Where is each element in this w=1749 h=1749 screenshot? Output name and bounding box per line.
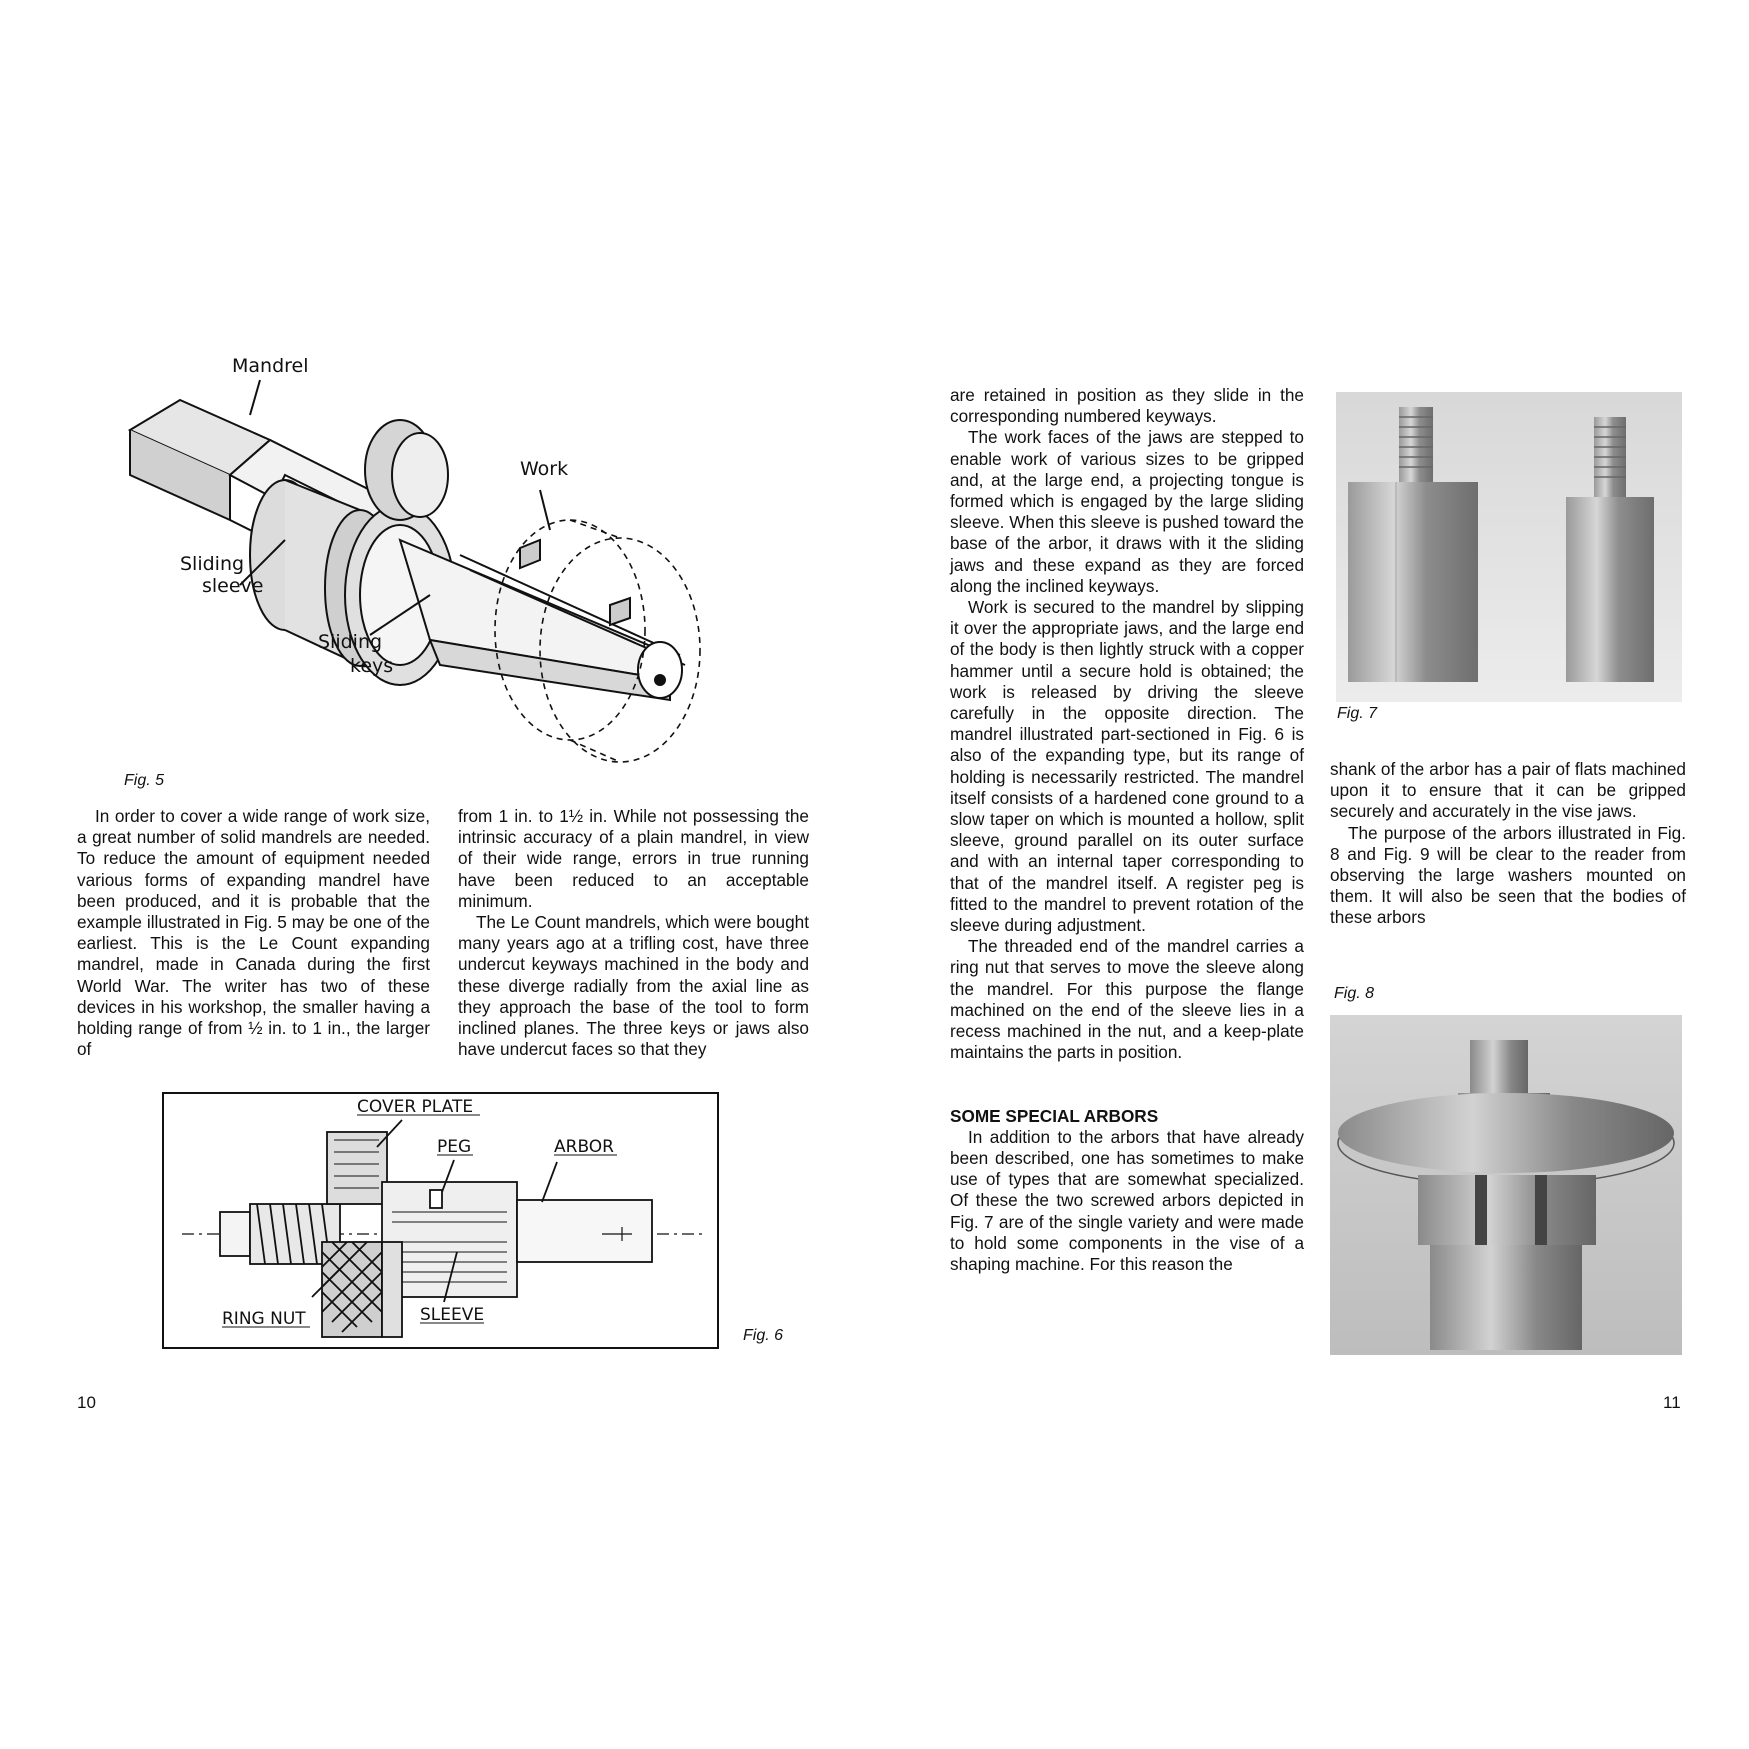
paragraph: The work faces of the jaws are stepped to enable work of various sizes to be gripped and, at the large end, a projecting tongue is formed which is engaged by the large sliding sleeve. When this sleeve is pushed toward the base of the arbor, it draws with it the sliding jaws and these expand as they are forced along the inclined keyways. [950, 427, 1304, 596]
fig5-label-sleeve-2: sleeve [202, 575, 264, 597]
left-page-column-1 [77, 806, 430, 1060]
fig5-caption: Fig. 5 [124, 772, 165, 789]
fig6-label-arbor: ARBOR [554, 1137, 614, 1157]
fig6-label-sleeve: SLEEVE [420, 1305, 485, 1325]
fig5-label-sleeve-1: Sliding [180, 553, 245, 575]
fig6-caption: Fig. 6 [743, 1327, 784, 1344]
paragraph: In addition to the arbors that have already been described, one has sometimes to make use of types that are somewhat specialized. Of these the two screwed arbors depicted in Fig. 7 are of the single variety and were made to hold some components in the vise of a shaping machine. For this reason the [950, 1126, 1304, 1274]
fig6-label-ring-nut: RING NUT [222, 1309, 306, 1329]
right-page-column-1 [950, 385, 1304, 1275]
paragraph: shank of the arbor has a pair of flats machined upon it to ensure that it can be gripped securely and accurately in the vise jaws. [1330, 759, 1686, 822]
left-page-column-2 [458, 806, 809, 1060]
fig5-label-mandrel: Mandrel [232, 355, 309, 377]
paragraph: from 1 in. to 1½ in. While not possessing the intrinsic accuracy of a plain mandrel, in view of their wide range, errors in true running have been reduced to an acceptable minimum. [458, 806, 809, 911]
paragraph: are retained in position as they slide in the corresponding numbered keyways. [950, 385, 1304, 427]
paragraph: In order to cover a wide range of work size, a great number of solid mandrels are needed. To reduce the amount of equipment needed various forms of expanding mandrel have been produced, and it is probable that the example illustrated in Fig. 5 may be one of the earliest. This is the Le Count expanding mandrel, made in Canada during the first World War. The writer has two of these devices in his workshop, the smaller having a holding range of from ½ in. to 1 in., the larger of [77, 806, 430, 1060]
fig5-illustration [100, 355, 740, 780]
fig8-photo [1330, 1015, 1682, 1355]
fig8-caption: Fig. 8 [1334, 985, 1375, 1002]
paragraph: Work is secured to the mandrel by slipping it over the appropriate jaws, and the large end of the body is then lightly struck with a copper hammer until a secure hold is obtained; the work is released by driving the sleeve carefully in the opposite direction. The mandrel illustrated part-sectioned in Fig. 6 is also of the expanding type, but its range of holding is necessarily restricted. The mandrel itself consists of a hardened cone ground to a slow taper on which is mounted a hollow, split sleeve, ground parallel on its outer surface and with an internal taper corresponding to that of the mandrel itself. A register peg is fitted to the mandrel to prevent rotation of the sleeve during adjustment. [950, 597, 1304, 936]
fig6-illustration [162, 1092, 722, 1352]
left-page-number: 10 [77, 1393, 96, 1412]
right-page-column-2 [1330, 759, 1686, 929]
fig6-label-cover-plate: COVER PLATE [357, 1097, 474, 1117]
fig7-caption: Fig. 7 [1337, 705, 1378, 722]
fig5-label-keys-1: Sliding [318, 631, 383, 653]
paragraph: The Le Count mandrels, which were bought many years ago at a trifling cost, have three undercut keyways machined in the body and these diverge radially from the axial line as they approach the base of the tool to form inclined planes. The three keys or jaws also have undercut faces so that they [458, 912, 809, 1060]
right-page-number: 11 [1663, 1393, 1681, 1412]
fig6-label-peg: PEG [437, 1137, 472, 1157]
section-heading: SOME SPECIAL ARBORS [950, 1105, 1159, 1126]
paragraph: The threaded end of the mandrel carries a ring nut that serves to move the sleeve along the mandrel. For this purpose the flange machined on the end of the sleeve lies in a recess machined in the nut, and a keep-plate maintains the parts in position. [950, 936, 1304, 1063]
fig5-label-work: Work [520, 458, 569, 480]
fig5-label-keys-2: keys [350, 655, 394, 677]
fig7-photo [1336, 392, 1682, 702]
paragraph: The purpose of the arbors illustrated in Fig. 8 and Fig. 9 will be clear to the reader from observing the large washers mounted on them. It will also be seen that the bodies of these arbors [1330, 822, 1686, 928]
